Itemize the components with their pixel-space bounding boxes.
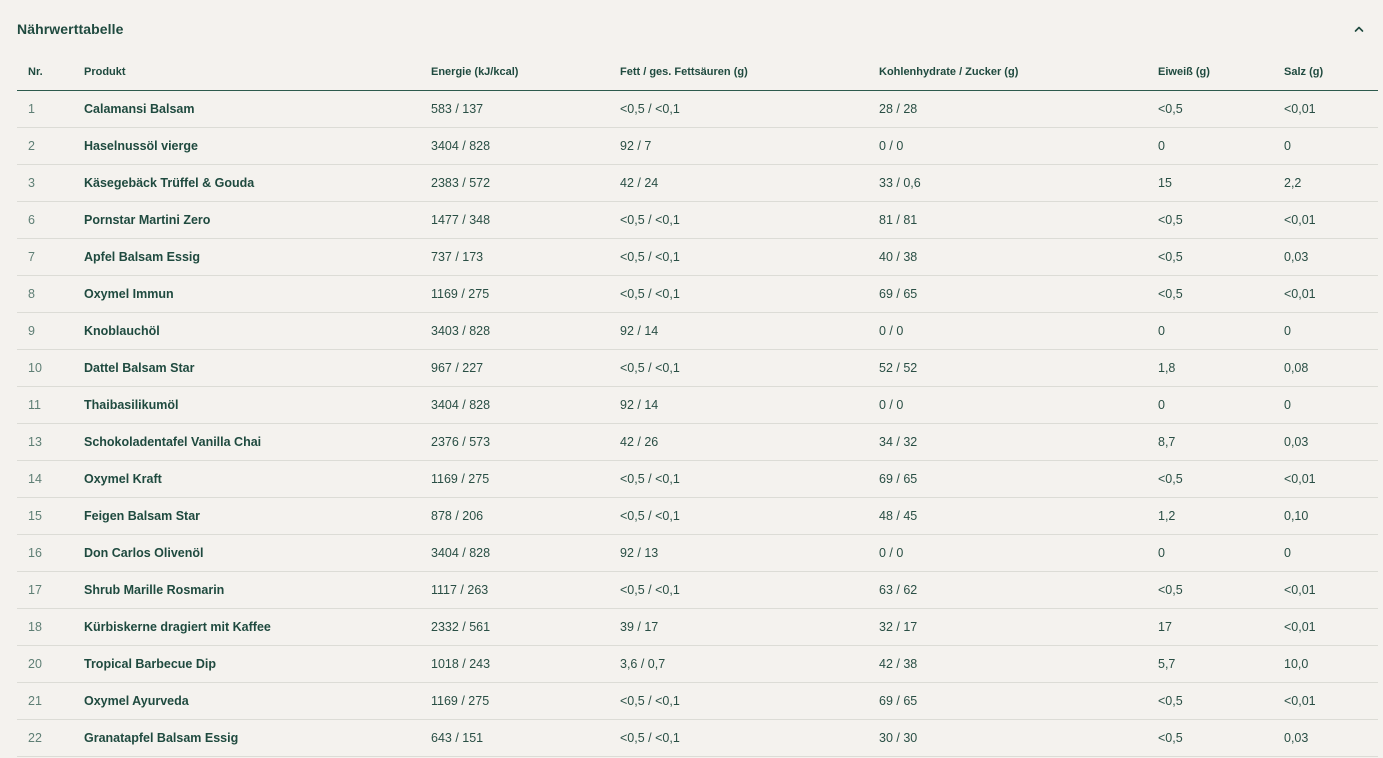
cell-product: Granatapfel Balsam Essig — [84, 720, 431, 757]
cell-nr: 13 — [17, 424, 84, 461]
cell-product: Thaibasilikumöl — [84, 387, 431, 424]
cell-energy: 967 / 227 — [431, 350, 620, 387]
cell-protein: <0,5 — [1158, 720, 1284, 757]
cell-salt: <0,01 — [1284, 202, 1378, 239]
cell-salt: 0,03 — [1284, 424, 1378, 461]
table-row — [17, 202, 1378, 239]
cell-carbs: 69 / 65 — [879, 461, 1158, 498]
cell-energy: 3403 / 828 — [431, 313, 620, 350]
cell-energy: 737 / 173 — [431, 239, 620, 276]
cell-nr: 8 — [17, 276, 84, 313]
cell-product: Shrub Marille Rosmarin — [84, 572, 431, 609]
cell-protein: 17 — [1158, 609, 1284, 646]
table-row — [17, 535, 1378, 572]
cell-energy: 643 / 151 — [431, 720, 620, 757]
cell-fat: 92 / 7 — [620, 128, 879, 165]
cell-energy: 3404 / 828 — [431, 535, 620, 572]
table-row — [17, 313, 1378, 350]
cell-fat: 39 / 17 — [620, 609, 879, 646]
cell-nr: 1 — [17, 91, 84, 128]
cell-nr: 14 — [17, 461, 84, 498]
cell-product: Knoblauchöl — [84, 313, 431, 350]
cell-salt: 0,03 — [1284, 239, 1378, 276]
cell-product: Pornstar Martini Zero — [84, 202, 431, 239]
cell-carbs: 52 / 52 — [879, 350, 1158, 387]
cell-energy: 3404 / 828 — [431, 128, 620, 165]
cell-salt: 0 — [1284, 128, 1378, 165]
cell-product: Käsegebäck Trüffel & Gouda — [84, 165, 431, 202]
cell-carbs: 69 / 65 — [879, 276, 1158, 313]
cell-fat: 42 / 24 — [620, 165, 879, 202]
cell-salt: 10,0 — [1284, 646, 1378, 683]
cell-product: Kürbiskerne dragiert mit Kaffee — [84, 609, 431, 646]
cell-carbs: 40 / 38 — [879, 239, 1158, 276]
cell-protein: <0,5 — [1158, 572, 1284, 609]
cell-fat: 92 / 14 — [620, 313, 879, 350]
cell-energy: 2376 / 573 — [431, 424, 620, 461]
cell-carbs: 0 / 0 — [879, 313, 1158, 350]
cell-protein: <0,5 — [1158, 91, 1284, 128]
cell-product: Oxymel Kraft — [84, 461, 431, 498]
cell-fat: 92 / 14 — [620, 387, 879, 424]
header-carbs: Kohlenhydrate / Zucker (g) — [879, 53, 1158, 91]
chevron-up-icon[interactable] — [1352, 22, 1366, 36]
cell-energy: 2383 / 572 — [431, 165, 620, 202]
cell-fat: <0,5 / <0,1 — [620, 572, 879, 609]
cell-fat: <0,5 / <0,1 — [620, 202, 879, 239]
cell-energy: 1477 / 348 — [431, 202, 620, 239]
cell-fat: <0,5 / <0,1 — [620, 683, 879, 720]
cell-fat: <0,5 / <0,1 — [620, 720, 879, 757]
cell-product: Haselnussöl vierge — [84, 128, 431, 165]
cell-energy: 1169 / 275 — [431, 461, 620, 498]
cell-fat: <0,5 / <0,1 — [620, 498, 879, 535]
cell-carbs: 0 / 0 — [879, 128, 1158, 165]
cell-carbs: 0 / 0 — [879, 535, 1158, 572]
cell-product: Apfel Balsam Essig — [84, 239, 431, 276]
cell-fat: 3,6 / 0,7 — [620, 646, 879, 683]
cell-energy: 3404 / 828 — [431, 387, 620, 424]
cell-protein: 1,8 — [1158, 350, 1284, 387]
cell-carbs: 33 / 0,6 — [879, 165, 1158, 202]
cell-nr: 2 — [17, 128, 84, 165]
nutrition-table — [17, 53, 1378, 757]
cell-energy: 2332 / 561 — [431, 609, 620, 646]
cell-carbs: 30 / 30 — [879, 720, 1158, 757]
cell-carbs: 48 / 45 — [879, 498, 1158, 535]
cell-nr: 20 — [17, 646, 84, 683]
cell-nr: 16 — [17, 535, 84, 572]
cell-product: Calamansi Balsam — [84, 91, 431, 128]
header-nr: Nr. — [17, 53, 84, 91]
cell-protein: 0 — [1158, 387, 1284, 424]
cell-carbs: 0 / 0 — [879, 387, 1158, 424]
table-row — [17, 498, 1378, 535]
cell-protein: 0 — [1158, 313, 1284, 350]
cell-protein: 8,7 — [1158, 424, 1284, 461]
table-row — [17, 91, 1378, 128]
cell-product: Don Carlos Olivenöl — [84, 535, 431, 572]
cell-carbs: 28 / 28 — [879, 91, 1158, 128]
table-row — [17, 239, 1378, 276]
cell-nr: 7 — [17, 239, 84, 276]
cell-salt: <0,01 — [1284, 572, 1378, 609]
cell-carbs: 42 / 38 — [879, 646, 1158, 683]
cell-product: Tropical Barbecue Dip — [84, 646, 431, 683]
table-row — [17, 424, 1378, 461]
cell-carbs: 63 / 62 — [879, 572, 1158, 609]
cell-protein: <0,5 — [1158, 276, 1284, 313]
cell-protein: <0,5 — [1158, 202, 1284, 239]
table-row — [17, 350, 1378, 387]
panel-header[interactable] — [17, 20, 1366, 42]
header-fat: Fett / ges. Fettsäuren (g) — [620, 53, 879, 91]
cell-nr: 17 — [17, 572, 84, 609]
table-row — [17, 128, 1378, 165]
cell-product: Dattel Balsam Star — [84, 350, 431, 387]
table-row — [17, 720, 1378, 757]
cell-product: Schokoladentafel Vanilla Chai — [84, 424, 431, 461]
cell-carbs: 69 / 65 — [879, 683, 1158, 720]
cell-energy: 1169 / 275 — [431, 276, 620, 313]
cell-nr: 21 — [17, 683, 84, 720]
cell-product: Feigen Balsam Star — [84, 498, 431, 535]
cell-salt: <0,01 — [1284, 609, 1378, 646]
header-protein: Eiweiß (g) — [1158, 53, 1284, 91]
cell-fat: <0,5 / <0,1 — [620, 91, 879, 128]
cell-fat: <0,5 / <0,1 — [620, 461, 879, 498]
cell-protein: <0,5 — [1158, 683, 1284, 720]
table-row — [17, 572, 1378, 609]
cell-salt: <0,01 — [1284, 683, 1378, 720]
cell-energy: 878 / 206 — [431, 498, 620, 535]
cell-protein: 0 — [1158, 535, 1284, 572]
table-header-row — [17, 53, 1378, 91]
cell-energy: 1117 / 263 — [431, 572, 620, 609]
cell-nr: 11 — [17, 387, 84, 424]
table-row — [17, 461, 1378, 498]
cell-product: Oxymel Ayurveda — [84, 683, 431, 720]
cell-nr: 6 — [17, 202, 84, 239]
cell-fat: <0,5 / <0,1 — [620, 276, 879, 313]
cell-nr: 18 — [17, 609, 84, 646]
cell-nr: 10 — [17, 350, 84, 387]
cell-fat: <0,5 / <0,1 — [620, 350, 879, 387]
cell-fat: 42 / 26 — [620, 424, 879, 461]
cell-carbs: 81 / 81 — [879, 202, 1158, 239]
cell-nr: 22 — [17, 720, 84, 757]
cell-salt: 0 — [1284, 535, 1378, 572]
cell-energy: 1018 / 243 — [431, 646, 620, 683]
cell-protein: <0,5 — [1158, 461, 1284, 498]
cell-salt: <0,01 — [1284, 276, 1378, 313]
header-salt: Salz (g) — [1284, 53, 1378, 91]
cell-salt: 0,03 — [1284, 720, 1378, 757]
cell-carbs: 34 / 32 — [879, 424, 1158, 461]
cell-nr: 9 — [17, 313, 84, 350]
cell-energy: 1169 / 275 — [431, 683, 620, 720]
table-row — [17, 683, 1378, 720]
cell-protein: 1,2 — [1158, 498, 1284, 535]
header-product: Produkt — [84, 53, 431, 91]
cell-carbs: 32 / 17 — [879, 609, 1158, 646]
cell-product: Oxymel Immun — [84, 276, 431, 313]
cell-fat: 92 / 13 — [620, 535, 879, 572]
cell-salt: 0,10 — [1284, 498, 1378, 535]
cell-nr: 3 — [17, 165, 84, 202]
cell-salt: 0 — [1284, 387, 1378, 424]
cell-salt: 2,2 — [1284, 165, 1378, 202]
cell-fat: <0,5 / <0,1 — [620, 239, 879, 276]
cell-protein: 15 — [1158, 165, 1284, 202]
table-row — [17, 387, 1378, 424]
cell-salt: <0,01 — [1284, 461, 1378, 498]
header-energy: Energie (kJ/kcal) — [431, 53, 620, 91]
cell-salt: <0,01 — [1284, 91, 1378, 128]
table-row — [17, 646, 1378, 683]
cell-protein: 5,7 — [1158, 646, 1284, 683]
cell-protein: <0,5 — [1158, 239, 1284, 276]
table-row — [17, 609, 1378, 646]
cell-salt: 0,08 — [1284, 350, 1378, 387]
table-row — [17, 165, 1378, 202]
cell-protein: 0 — [1158, 128, 1284, 165]
cell-energy: 583 / 137 — [431, 91, 620, 128]
cell-salt: 0 — [1284, 313, 1378, 350]
cell-nr: 15 — [17, 498, 84, 535]
section-title: Nährwerttabelle — [17, 21, 124, 37]
table-row — [17, 276, 1378, 313]
